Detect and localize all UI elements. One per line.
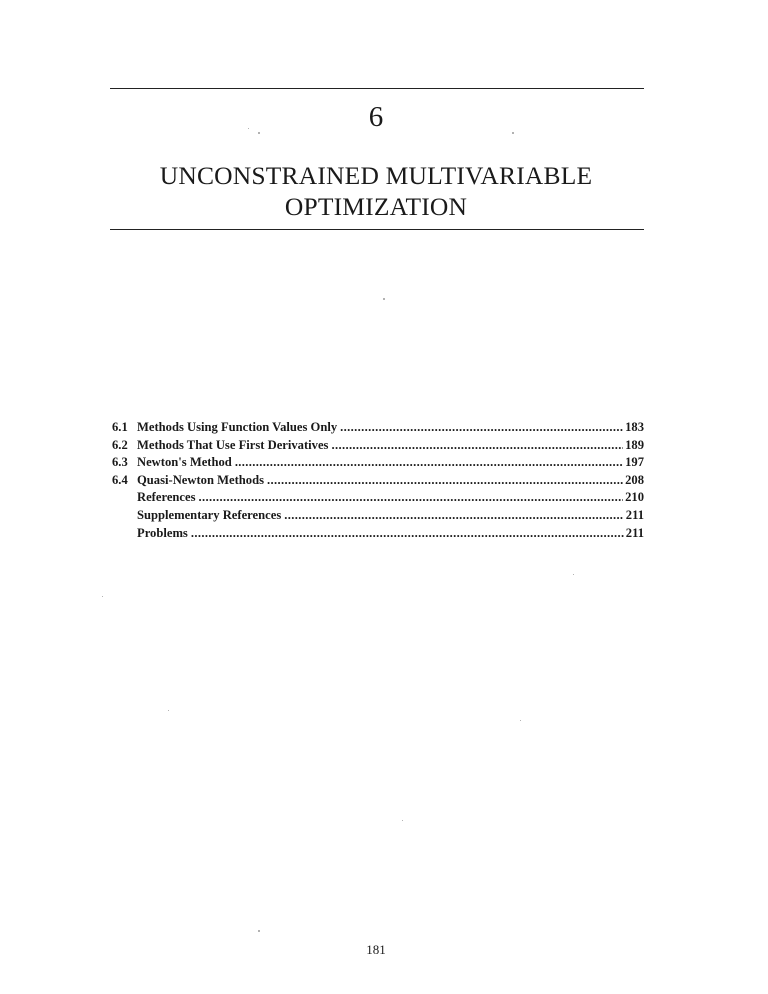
toc-section-title: Quasi-Newton Methods [137,472,264,487]
toc-entry [112,454,644,472]
toc-dot-leader [191,525,624,543]
toc-entry [112,472,644,490]
scan-speck [248,128,249,129]
toc-page-number: 211 [625,507,644,522]
toc-section-number: 6.3 [112,455,128,470]
chapter-title-line-2: OPTIMIZATION [284,192,468,221]
scan-speck [573,574,574,575]
chapter-number: 6 [368,101,384,133]
toc-dot-leader [199,489,624,507]
toc-page-number: 197 [625,455,644,470]
scan-speck [258,930,260,932]
toc-dot-leader [284,507,624,525]
toc-entry [112,507,644,525]
toc-section-title: Problems [137,525,188,540]
toc-page-number: 183 [625,420,644,434]
scan-speck [168,710,169,711]
bottom-rule [110,229,644,230]
toc-entry [112,419,644,437]
toc-section-number: 6.1 [112,420,128,434]
table-of-contents [112,419,644,542]
toc-page-number: 210 [625,490,644,505]
toc-section-title: Newton's Method [137,455,232,470]
scan-speck [512,132,514,134]
toc-section-number: 6.2 [112,437,128,452]
toc-section-title: Methods That Use First Derivatives [137,437,329,452]
toc-entry [112,437,644,455]
page-number: 181 [366,942,386,957]
toc-dot-leader [235,454,623,472]
toc-dot-leader [267,472,623,490]
top-rule [110,88,644,89]
toc-dot-leader [331,437,623,455]
toc-section-title: Methods Using Function Values Only [137,420,338,434]
scan-speck [258,132,260,134]
toc-page-number: 208 [625,472,644,487]
scan-speck [402,820,403,821]
toc-section-number: 6.4 [112,472,128,487]
chapter-title-line-1: UNCONSTRAINED MULTIVARIABLE [159,161,593,190]
scan-speck [520,720,521,721]
toc-page-number: 211 [625,525,644,540]
toc-dot-leader [340,419,623,437]
toc-page-number: 189 [625,437,644,452]
toc-section-title: Supplementary References [137,507,282,522]
toc-entry [112,489,644,507]
toc-entry [112,525,644,543]
scan-speck [383,298,385,300]
chapter-title [0,160,752,222]
scan-speck [102,596,103,597]
toc-section-title: References [137,490,196,505]
